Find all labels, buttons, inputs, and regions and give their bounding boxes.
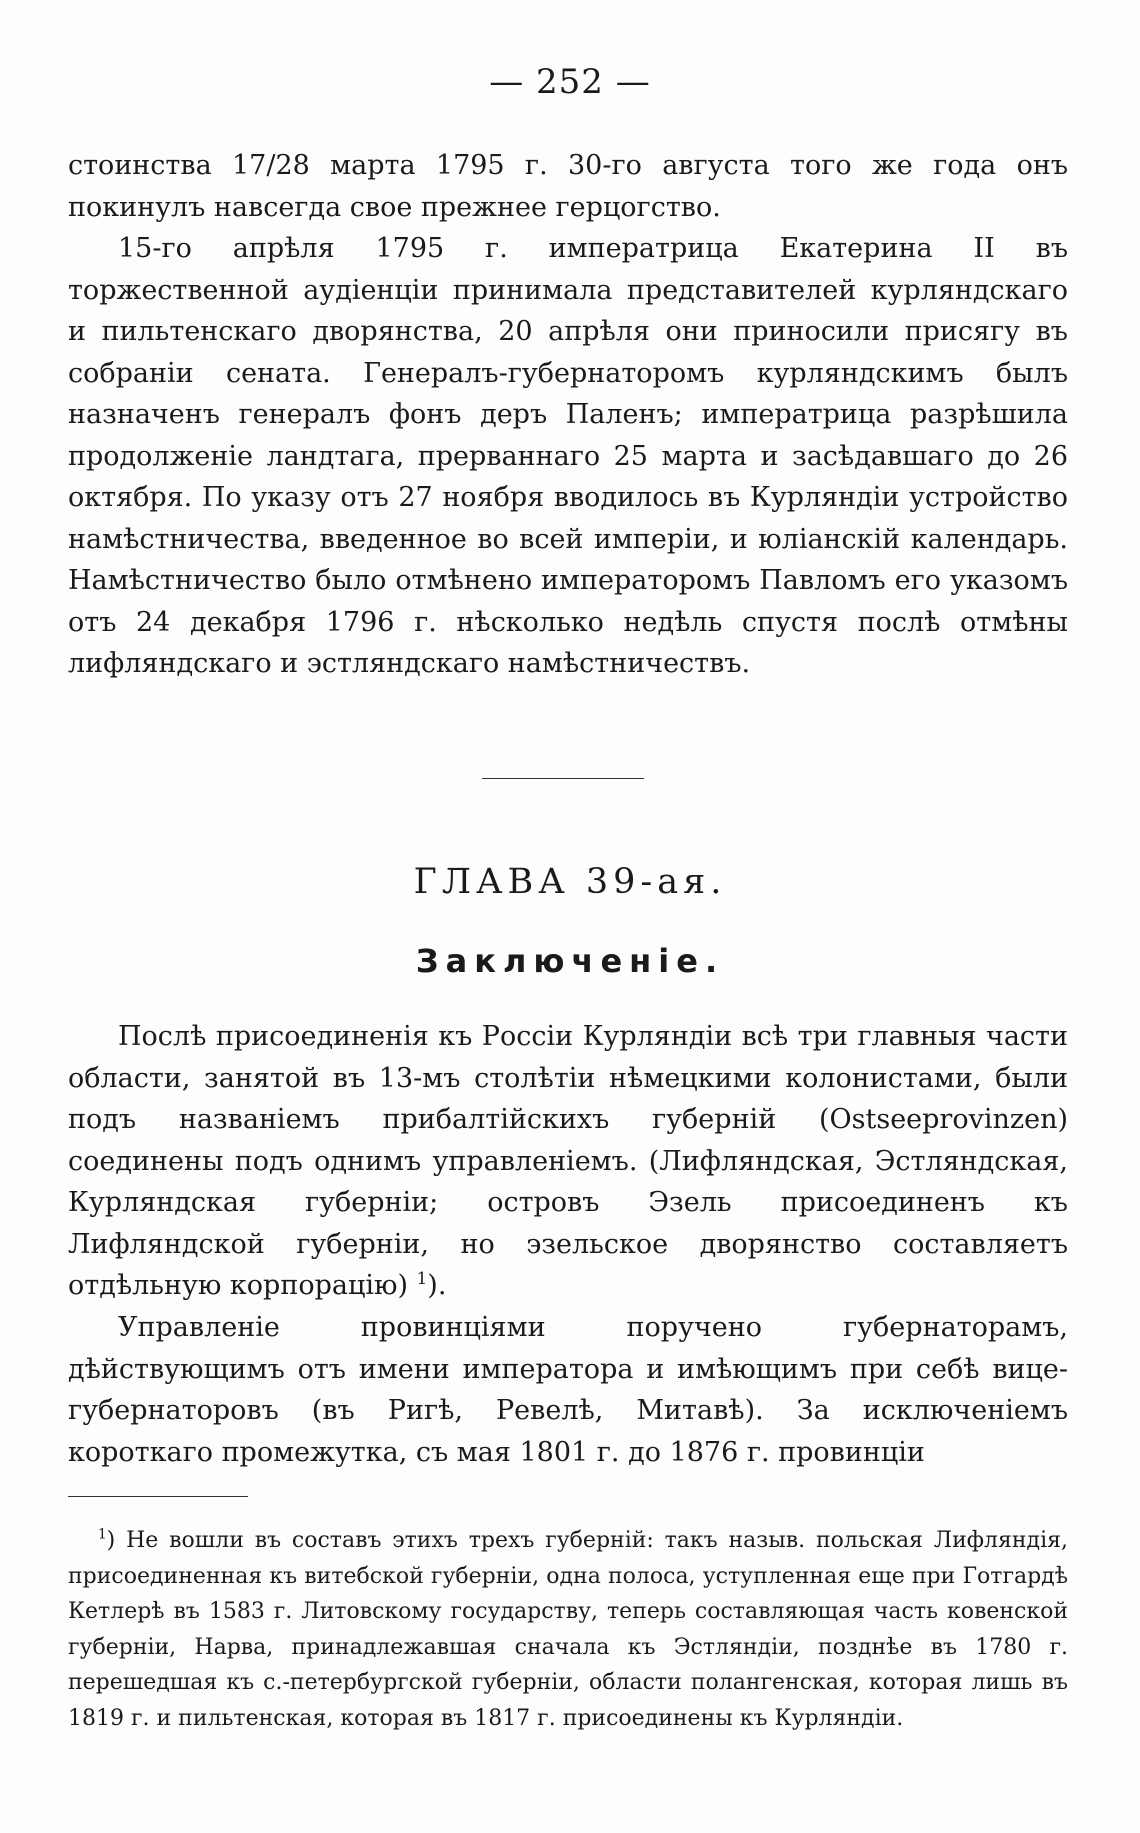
paragraph-annexation-details: 15-го апрѣля 1795 г. императрица Екатерина II въ торжественной аудіенціи принимала представителей курляндскаго и пильтенскаго дворянства, 20 апрѣля они приносили присягу въ собраніи сената. Генералъ-губернаторомъ курляндскимъ былъ назначенъ генералъ фонъ деръ Паленъ; императрица разрѣшила продолженіе ландтага, прерваннаго 25 марта и засѣдавшаго до 26 октября. По указу отъ 27 ноября вводилось въ Курляндіи устройство намѣстничества, введенное во всей имперіи, и юліанскій календарь. Намѣстничество было отмѣнено императоромъ Павломъ его указомъ отъ 24 декабря 1796 г. нѣсколько недѣль спустя послѣ отмѣны лифляндскаго и эстляндскаго намѣстничествъ.: [68, 233, 1068, 679]
footnote-divider: [68, 1496, 248, 1497]
paragraph-conclusion-intro: [68, 1016, 1068, 1307]
paragraph-continuation: стоинства 17/28 марта 1795 г. 30-го августа того же года онъ покинулъ навсегда свое прежнее герцогство.: [68, 150, 1068, 223]
footnote-reference[interactable]: 1: [416, 1268, 428, 1288]
paragraph-administration: Управленіе провинціями поручено губернаторамъ, дѣйствующимъ отъ имени императора и имѣющимъ при себѣ вице-губернаторовъ (въ Ригѣ, Ревелѣ, Митавѣ). За исключеніемъ короткаго промежутка, съ мая 1801 г. до 1876 г. провинціи: [68, 1312, 1068, 1468]
chapter-subtitle: Заключеніе.: [415, 942, 725, 980]
footnote-marker-close: ): [106, 1528, 127, 1553]
chapter-title: ГЛАВА 39-ая.: [413, 862, 727, 902]
section-separator: [482, 778, 644, 779]
footnote-text: Не вошли въ составъ этихъ трехъ губерній: такъ назыв. польская Лифляндія, присоединенная къ витебской губерніи, одна полоса, уступленная еще при Готгардѣ Кетлерѣ въ 1583 г. Литовскому государству, теперь составляющая часть ковенской губерніи, Нарва, принадлежавшая сначала къ Эстляндіи, позднѣе въ 1780 г. перешедшая къ с.-петербургской губерніи, области полангенская, которая лишь въ 1819 г. и пильтенская, которая въ 1817 г. присоединены къ Курляндіи.: [68, 1528, 1068, 1731]
footnote-reference-close: ): [427, 1270, 438, 1301]
page-number: — 252 —: [489, 62, 651, 102]
paragraph-conclusion-end: .: [437, 1270, 447, 1301]
footnote: [68, 1523, 1068, 1736]
paragraph-conclusion-text: Послѣ присоединенія къ Россіи Курляндіи всѣ три главныя части области, занятой въ 13-мъ столѣтіи нѣмецкими колонистами, были подъ названіемъ прибалтійскихъ губерній (Ostseeprovinzen) соединены подъ однимъ управленіемъ. (Лифляндская, Эстляндская, Курляндская губерніи; островъ Эзель присоединенъ къ Лифляндской губерніи, но эзельское дворянство составляетъ отдѣльную корпорацію): [68, 1021, 1068, 1301]
footnote-marker: 1: [98, 1526, 107, 1543]
